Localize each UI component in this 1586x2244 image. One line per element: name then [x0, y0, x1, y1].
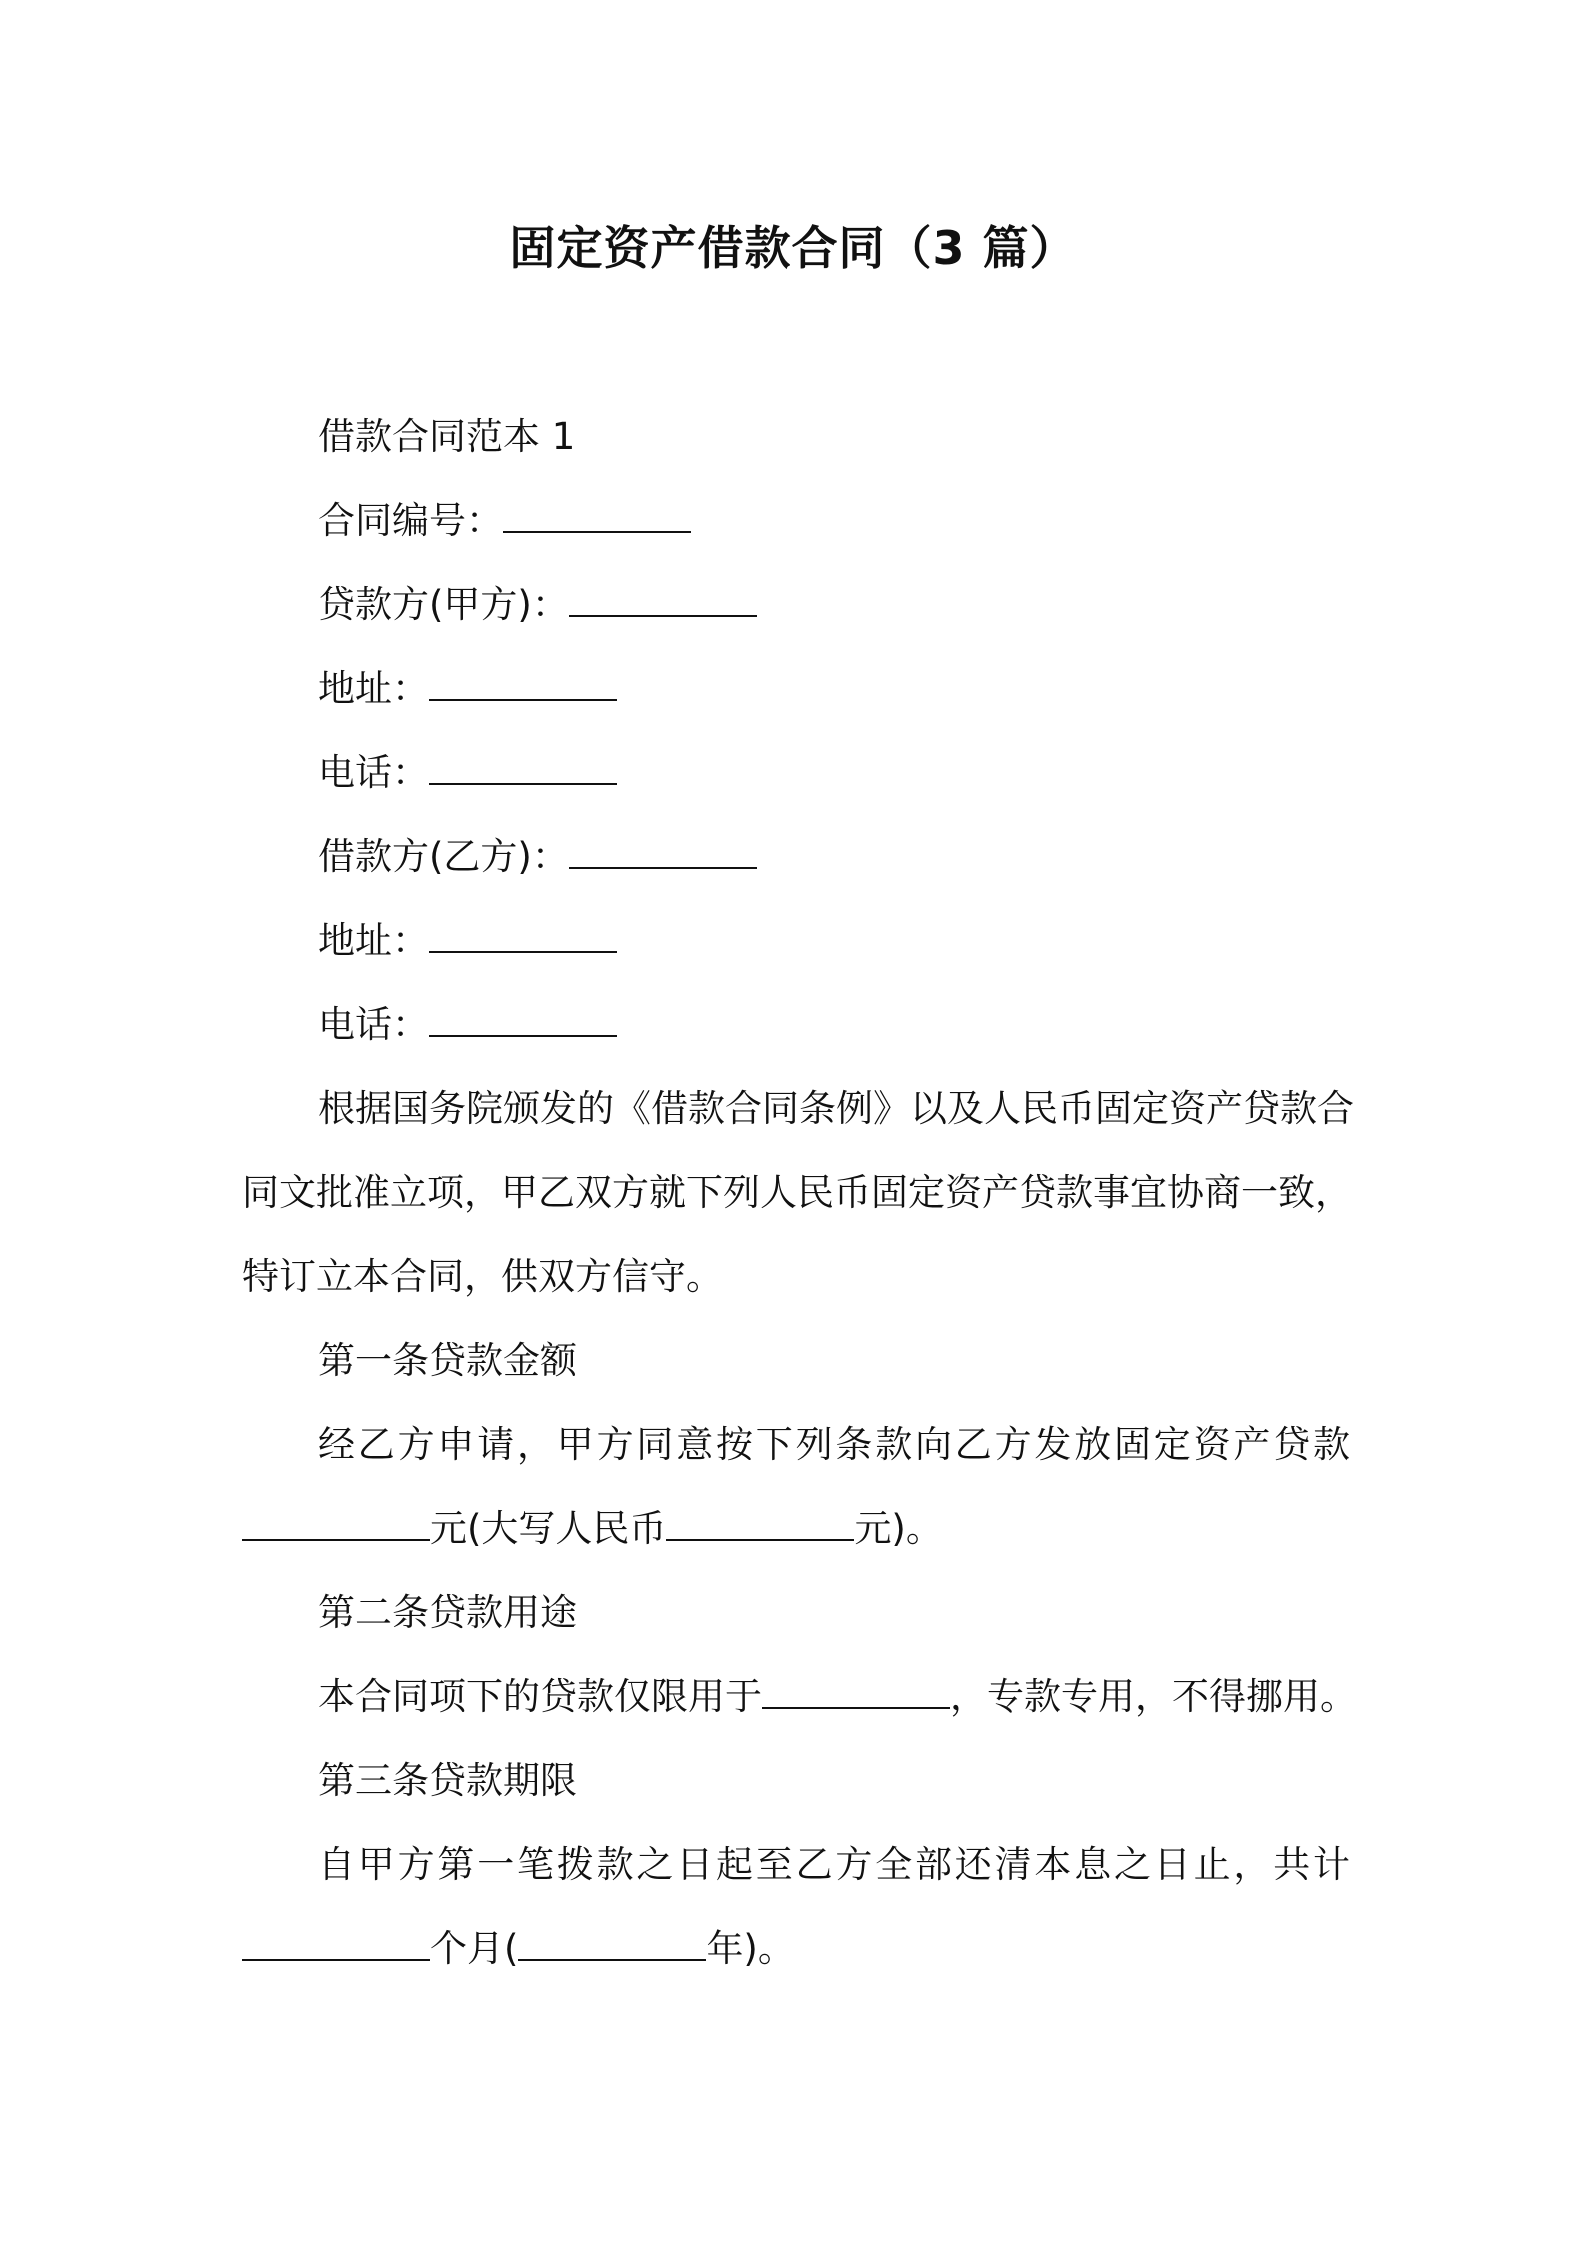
loan-years-blank	[518, 1925, 706, 1961]
template-heading: 借款合同范本 1	[318, 415, 576, 458]
lender-address-label: 地址：	[318, 667, 429, 710]
document-title: 固定资产借款合同（3 篇）	[509, 221, 1077, 275]
preamble-line-2: 同文批准立项，甲乙双方就下列人民币固定资产贷款事宜协商一致，	[242, 1171, 1352, 1214]
article2-heading: 第二条贷款用途	[318, 1591, 577, 1634]
article3-heading: 第三条贷款期限	[318, 1759, 577, 1802]
lender-phone-blank	[429, 749, 617, 785]
loan-months-blank	[242, 1925, 430, 1961]
lender-blank	[569, 581, 757, 617]
article2-text	[318, 1672, 1357, 1722]
article1-heading: 第一条贷款金额	[318, 1339, 577, 1382]
article3-text-2	[242, 1924, 795, 1974]
lender-address-blank	[429, 665, 617, 701]
lender-phone-row	[318, 748, 617, 798]
borrower-label: 借款方(乙方)：	[318, 835, 569, 878]
borrower-phone-label: 电话：	[318, 1003, 429, 1046]
preamble-line-1: 根据国务院颁发的《借款合同条例》以及人民币固定资产贷款合	[318, 1087, 1354, 1130]
article1-text-2a: 元(大写人民币	[430, 1507, 667, 1550]
borrower-blank	[569, 833, 757, 869]
article1-text-1: 经乙方申请，甲方同意按下列条款向乙方发放固定资产贷款	[318, 1423, 1350, 1466]
contract-no-row	[318, 496, 691, 546]
preamble-line-3: 特订立本合同，供双方信守。	[242, 1255, 723, 1298]
contract-no-label: 合同编号：	[318, 499, 503, 542]
article3-text-2b: 年)。	[706, 1927, 795, 1970]
borrower-address-blank	[429, 917, 617, 953]
article1-text-2	[242, 1504, 943, 1554]
article3-text-2a: 个月(	[430, 1927, 519, 1970]
borrower-phone-row	[318, 1000, 617, 1050]
lender-phone-label: 电话：	[318, 751, 429, 794]
borrower-row	[318, 832, 757, 882]
lender-row	[318, 580, 757, 630]
lender-address-row	[318, 664, 617, 714]
article3-text-1: 自甲方第一笔拨款之日起至乙方全部还清本息之日止，共计	[318, 1843, 1350, 1886]
loan-purpose-blank	[762, 1673, 950, 1709]
loan-amount-words-blank	[666, 1505, 854, 1541]
loan-amount-blank	[242, 1505, 430, 1541]
borrower-phone-blank	[429, 1001, 617, 1037]
borrower-address-label: 地址：	[318, 919, 429, 962]
borrower-address-row	[318, 916, 617, 966]
article1-text-2b: 元)。	[854, 1507, 943, 1550]
contract-no-blank	[503, 497, 691, 533]
article2-text-b: ，专款专用，不得挪用。	[950, 1675, 1357, 1718]
article2-text-a: 本合同项下的贷款仅限用于	[318, 1675, 762, 1718]
lender-label: 贷款方(甲方)：	[318, 583, 569, 626]
